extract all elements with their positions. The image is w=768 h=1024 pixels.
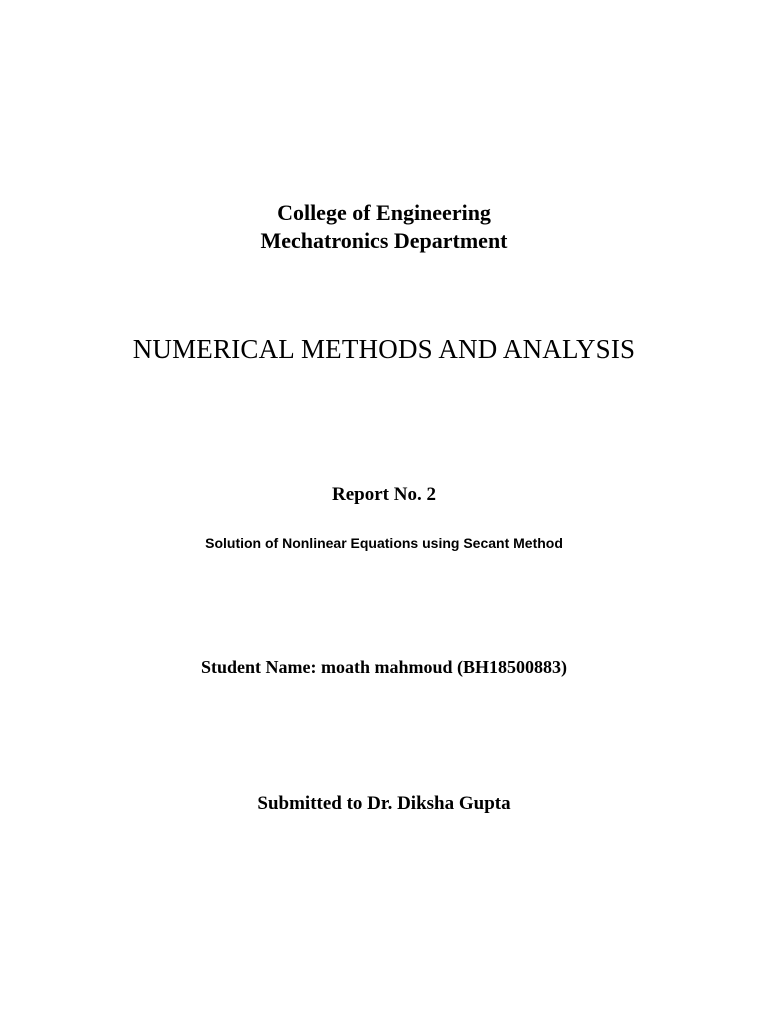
- submitted-to: Submitted to Dr. Diksha Gupta: [257, 793, 511, 814]
- college-name: College of Engineering: [277, 200, 491, 225]
- student-name: Student Name: moath mahmoud (BH18500883): [200, 657, 567, 677]
- report-number: Report No. 2: [332, 484, 436, 505]
- department-name: Mechatronics Department: [260, 228, 508, 253]
- report-subject: Solution of Nonlinear Equations using Secant Method: [205, 535, 563, 551]
- course-title: NUMERICAL METHODS AND ANALYSIS: [132, 334, 636, 364]
